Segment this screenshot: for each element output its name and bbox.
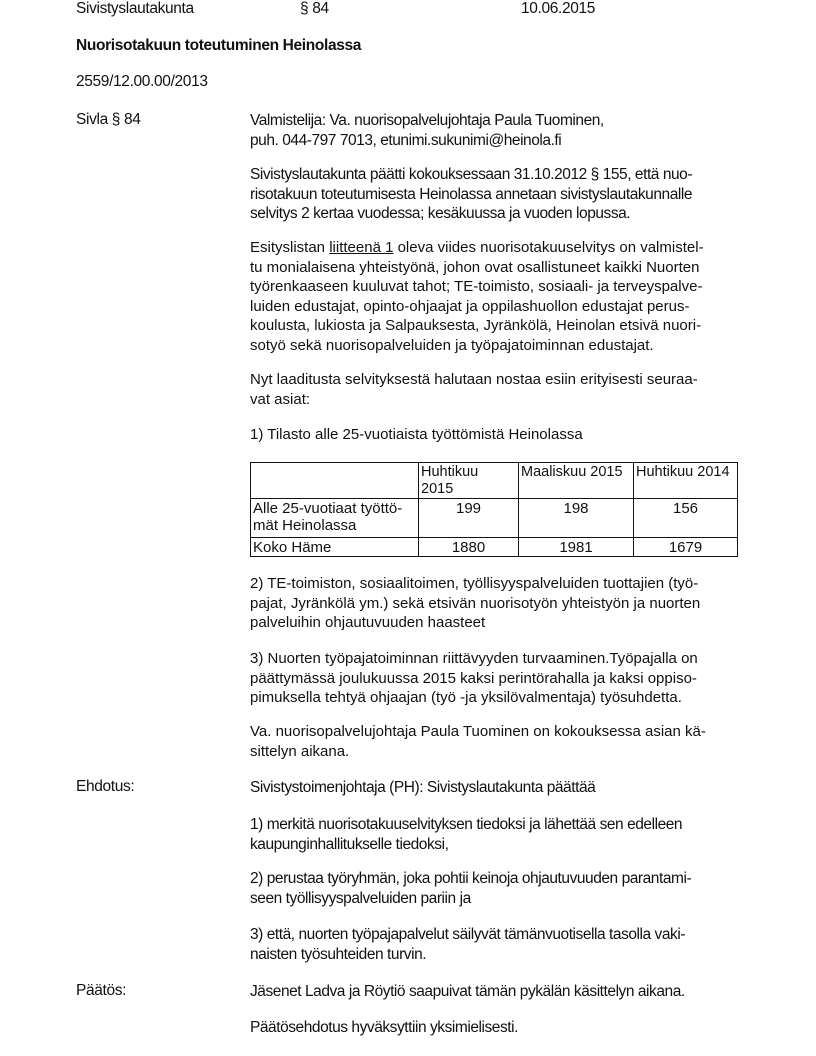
table-header-cell: Maaliskuu 2015 [519, 463, 634, 499]
paragraph-attachment: Esityslistan liitteenä 1 oleva viides nuorisotakuuselvitys on valmistel- tu monialaisena yhteistyönä, johon ovat osallistuneet kaikki Nuorten työrenkaaseen kuuluvat tahot; TE-toimisto, sosiaali- ja terveyspalve- luiden edustajat, opinto-ohjaajat ja oppilashuollon edustajat perus- koulusta, lukiosta ja Salpauksesta, Jyränkölä, Heinolan etsivä nuori- sotyö sekä nuorisopalveluiden ja työpajatoiminnan edustajat. [250, 239, 704, 354]
paragraph-presence: Va. nuorisopalvelujohtaja Paula Tuominen on kokouksessa asian kä- sittelyn aikana. [250, 723, 706, 760]
unemployment-table [250, 462, 738, 557]
header-date: 10.06.2015 [521, 0, 596, 17]
ehdotus-item-1: 1) merkitä nuorisotakuuselvityksen tiedoksi ja lähettää sen edelleen kaupunginhallitukselle tiedoksi, [250, 816, 683, 853]
header-body: Sivistyslautakunta [76, 0, 194, 17]
paragraph-background: Sivistyslautakunta päätti kokouksessaan 31.10.2012 § 155, että nuo- risotakuun toteutumisesta Heinolassa annetaan sivistyslautakunnalle selvitys 2 kertaa vuodessa; kesäkuussa ja vuoden lopussa. [250, 166, 693, 222]
table-header-cell: Huhtikuu 2015 [419, 463, 519, 499]
table-header-row [251, 463, 738, 499]
table-cell: 1981 [519, 538, 634, 557]
table-row-label: Koko Häme [251, 538, 419, 557]
ehdotus-label: Ehdotus: [76, 778, 135, 795]
header-section: § 84 [300, 0, 329, 17]
table-cell: 198 [519, 499, 634, 538]
record-number: 2559/12.00.00/2013 [76, 73, 208, 90]
table-header-cell: Huhtikuu 2014 [634, 463, 738, 499]
table-row [251, 499, 738, 538]
ehdotus-item-3: 3) että, nuorten työpajapalvelut säilyvät tämänvuotisella tasolla vaki- naisten työsuhteiden turvin. [250, 926, 686, 963]
item-statistics-heading: 1) Tilasto alle 25-vuotiaista työttömistä Heinolassa [250, 426, 583, 443]
table-cell: 1679 [634, 538, 738, 557]
item-cooperation: 2) TE-toimiston, sosiaalitoimen, työllisyyspalveluiden tuottajien (työ- pajat, Jyränkölä ym.) sekä etsivän nuorisotyön yhteistyön ja nuorten palveluihin ohjautuvuuden haasteet [250, 575, 701, 631]
ehdotus-intro: Sivistystoimenjohtaja (PH): Sivistyslautakunta päättää [250, 779, 596, 796]
table-cell: 156 [634, 499, 738, 538]
table-row [251, 538, 738, 557]
ehdotus-item-2: 2) perustaa työryhmän, joka pohtii keinoja ohjautuvuuden parantami- seen työllisyyspalveluiden pariin ja [250, 870, 692, 907]
document-title: Nuorisotakuun toteutuminen Heinolassa [76, 37, 362, 54]
paatos-line-2: Päätösehdotus hyväksyttiin yksimielisesti. [250, 1019, 518, 1036]
paatos-line-1: Jäsenet Ladva ja Röytiö saapuivat tämän pykälän käsittelyn aikana. [250, 983, 685, 1000]
item-workshop: 3) Nuorten työpajatoiminnan riittävyyden turvaaminen.Työpajalla on päättymässä joulukuussa 2015 kaksi perintörahalla ja kaksi oppiso- pimuksella tehtyä ohjaajan (työ -ja yksilövalmentaja) työsuhdetta. [250, 650, 698, 706]
table-cell: 1880 [419, 538, 519, 557]
preparer-info: Valmistelija: Va. nuorisopalvelujohtaja Paula Tuominen, puh. 044-797 7013, etunimi.sukunimi@heinola.fi [250, 112, 604, 149]
table-row-label: Alle 25-vuotiaat työttö- mät Heinolassa [251, 499, 419, 538]
attachment-link[interactable]: liitteenä 1 [329, 239, 394, 256]
paatos-label: Päätös: [76, 982, 127, 999]
table-corner-cell [251, 463, 419, 499]
paragraph-highlights: Nyt laaditusta selvityksestä halutaan nostaa esiin erityisesti seuraa- vat asiat: [250, 371, 698, 408]
sivla-label: Sivla § 84 [76, 111, 141, 128]
table-cell: 199 [419, 499, 519, 538]
